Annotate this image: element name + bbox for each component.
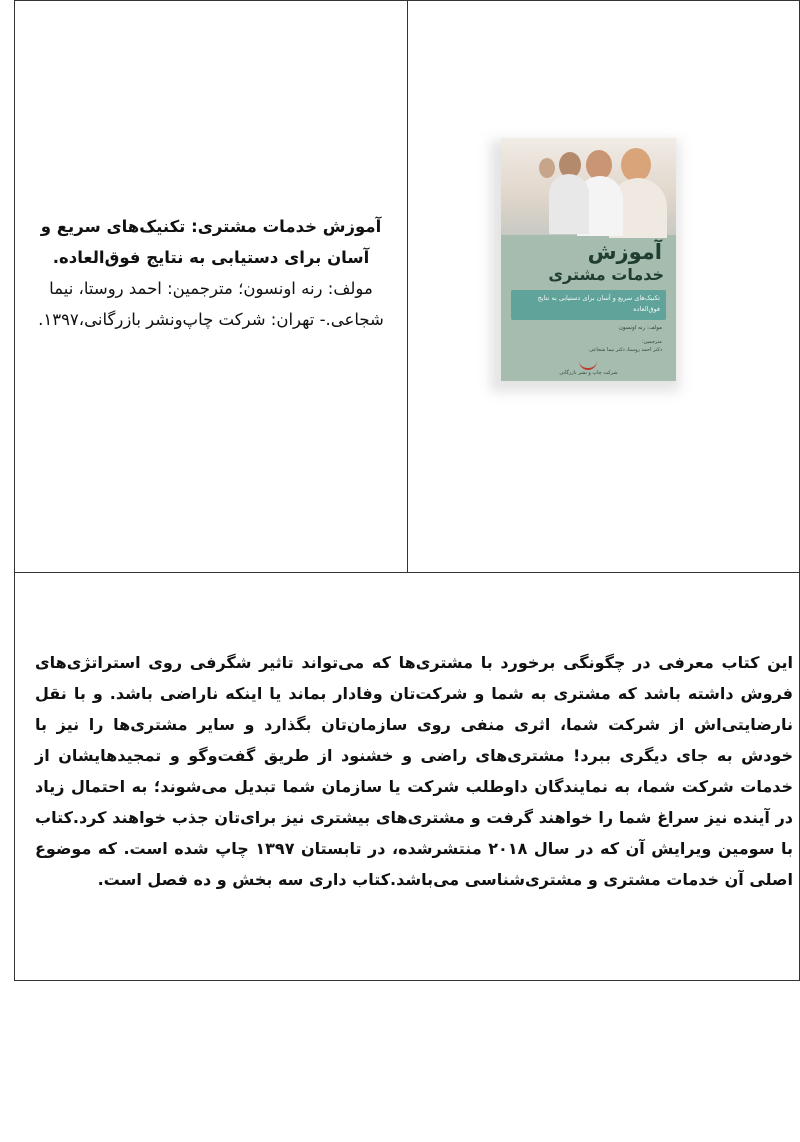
- book-table: [14, 0, 800, 981]
- book-details: مولف: رنه اونسون؛ مترجمین: احمد روستا، نیما شجاعی.- تهران: شرکت چاپ‌ونشر بازرگانی،۱۳۹۷.: [38, 279, 384, 329]
- book-description: این کتاب معرفی در چگونگی برخورد با مشتری‌ها که می‌تواند تاثیر شگرفی روی استراتژی‌های فروش داشته باشد که مشتری به شما و شرکت‌تان وفادار بماند یا اینکه ناراضی باشد. و با نقل نارضایتی‌اش از شرکت شما، اثری منفی روی سازمان‌تان بگذارد و سایر مشتری‌ها را نیز با خودش به جای دیگری ببرد! مشتری‌های راضی و خشنود از طریق گفت‌وگو و تمجیدهایشان از خدمات شرکت شما، به نمایندگان داوطلب شرکت یا سازمان شما تبدیل می‌شوند؛ به احتمال زیاد در آینده نیز سراغ شما را خواهند گرفت و مشتری‌های بیشتری نیز برای‌تان جذب خواهند کرد.کتاب با سومین ویرایش آن که در سال ۲۰۱۸ منتشرشده، در تابستان ۱۳۹۷ چاپ شده است. که موضوع اصلی آن خدمات مشتری و مشتری‌شناسی می‌باشد.کتاب داری سه بخش و ده فصل است.: [35, 653, 794, 889]
- cover-author: مولف: رنه اونسون: [618, 325, 662, 331]
- column-divider: [407, 1, 408, 572]
- cover-title-line1: آموزش: [587, 240, 662, 264]
- book-citation: [15, 211, 407, 335]
- book-cover-image: [501, 138, 676, 381]
- cover-photo: [501, 138, 676, 235]
- cover-translators: [589, 338, 662, 354]
- cover-translators-names: دکتر احمد روستا، دکتر نیما شجاعی: [589, 347, 662, 353]
- cover-publisher: شرکت چاپ و نشر بازرگانی: [559, 370, 618, 376]
- book-title: آموزش خدمات مشتری: تکنیک‌های سریع و آسان برای دستیابی به نتایج فوق‌العاده.: [40, 217, 382, 267]
- cover-translators-label: مترجمین:: [642, 339, 662, 345]
- cover-title-line2: خدمات مشتری: [548, 265, 664, 284]
- cover-subtitle: تکنیک‌های سریع و آسان برای دستیابی به نتایج فوق‌العاده: [511, 290, 666, 320]
- publisher-logo-icon: [579, 358, 597, 370]
- row-divider: [15, 572, 799, 573]
